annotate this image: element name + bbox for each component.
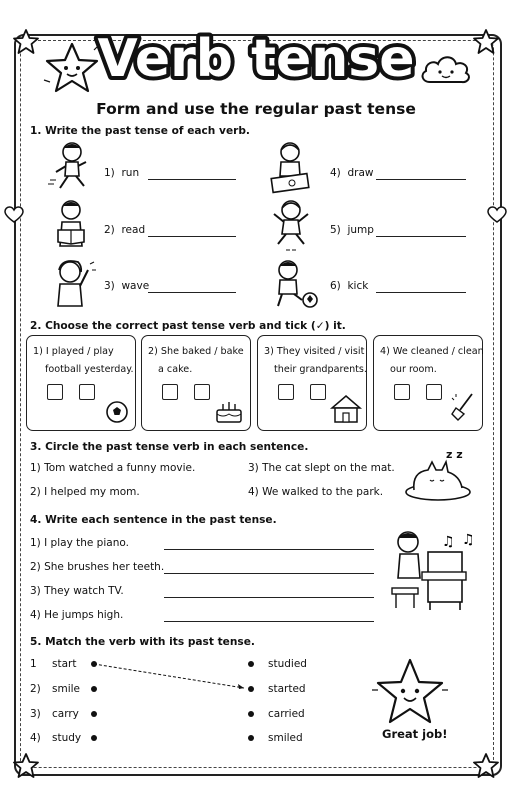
verb-label: wave (121, 280, 150, 292)
verb-item-4 (330, 167, 373, 179)
waving-girl-icon (48, 258, 98, 310)
sentence-item: 2) She brushes her teeth. (30, 561, 165, 573)
svg-text:♫: ♫ (442, 534, 455, 550)
verb-label: jump (347, 224, 374, 236)
running-kid-icon (48, 140, 94, 192)
sentence-item: 4) We walked to the park. (248, 486, 384, 498)
choice-box-1 (26, 335, 136, 431)
choice-box-3 (257, 335, 367, 431)
choice-box-2 (141, 335, 251, 431)
sentence-item: 3) They watch TV. (30, 585, 124, 597)
match-dot[interactable] (248, 735, 254, 741)
match-right-word: carried (268, 708, 305, 720)
broom-icon (450, 392, 476, 422)
tick-box[interactable] (310, 384, 326, 400)
item-number: 5) (330, 224, 341, 236)
verb-item-5 (330, 224, 374, 236)
item-number: 2) (104, 224, 115, 236)
tick-box[interactable] (162, 384, 178, 400)
sentence-item: 4) He jumps high. (30, 609, 124, 621)
answer-line[interactable] (164, 597, 374, 598)
verb-label: read (121, 224, 146, 236)
answer-line[interactable] (376, 179, 466, 180)
match-dot[interactable] (91, 735, 97, 741)
choice-line-2: a cake. (158, 364, 193, 375)
birthday-cake-icon (214, 396, 244, 424)
choice-box-4 (373, 335, 483, 431)
answer-line[interactable] (376, 236, 466, 237)
verb-label: draw (347, 167, 374, 179)
tick-box[interactable] (278, 384, 294, 400)
sentence-item: 1) I play the piano. (30, 537, 129, 549)
section-3-heading: 3. Circle the past tense verb in each sentence. (30, 441, 309, 453)
match-left-number: 3) (30, 708, 41, 720)
house-icon (330, 394, 362, 424)
sentence-item: 1) Tom watched a funny movie. (30, 462, 196, 474)
item-number: 3) (104, 280, 115, 292)
match-dot[interactable] (248, 711, 254, 717)
answer-line[interactable] (376, 292, 466, 293)
sleeping-cat-icon (402, 452, 482, 504)
verb-label: run (121, 167, 140, 179)
answer-line[interactable] (164, 573, 374, 574)
answer-line[interactable] (164, 621, 374, 622)
answer-line[interactable] (148, 292, 236, 293)
answer-line[interactable] (148, 236, 236, 237)
star-icon (12, 28, 40, 56)
match-right-word: studied (268, 658, 307, 670)
sentence-item: 3) The cat slept on the mat. (248, 462, 395, 474)
verb-item-1 (104, 167, 139, 179)
smiling-cloud-icon (420, 52, 472, 84)
star-icon (12, 752, 40, 780)
sleep-zz-text: z z (446, 448, 463, 461)
sentence-item: 2) I helped my mom. (30, 486, 140, 498)
piano-boy-icon (384, 528, 480, 614)
heart-icon (5, 207, 23, 223)
choice-line-2: football yesterday. (45, 364, 134, 375)
match-right-word: smiled (268, 732, 303, 744)
match-left-number: 4) (30, 732, 41, 744)
great-job-text: Great job! (382, 727, 448, 741)
example-match-line (94, 660, 254, 692)
match-left-number: 2) (30, 683, 41, 695)
page-title (96, 22, 416, 92)
soccer-ball-icon (105, 400, 129, 424)
heart-icon (488, 207, 506, 223)
section-1-heading: 1. Write the past tense of each verb. (30, 125, 250, 137)
tick-box[interactable] (194, 384, 210, 400)
tick-box[interactable] (426, 384, 442, 400)
verb-label: kick (347, 280, 369, 292)
section-5-heading: 5. Match the verb with its past tense. (30, 636, 255, 648)
svg-text:Verb tense: Verb tense (97, 29, 415, 89)
match-left-word: carry (52, 708, 79, 720)
tick-box[interactable] (394, 384, 410, 400)
item-number: 1) (104, 167, 115, 179)
tick-box[interactable] (47, 384, 63, 400)
answer-line[interactable] (164, 549, 374, 550)
item-number: 4) (330, 167, 341, 179)
tick-box[interactable] (79, 384, 95, 400)
choice-line-1: 2) She baked / bake (148, 346, 244, 357)
answer-line[interactable] (148, 179, 236, 180)
match-left-word: smile (52, 683, 80, 695)
item-number: 6) (330, 280, 341, 292)
verb-item-2 (104, 224, 145, 236)
choice-line-1: 1) I played / play (33, 346, 114, 357)
choice-line-1: 3) They visited / visit (264, 346, 365, 357)
svg-text:♫: ♫ (462, 532, 475, 548)
kicking-boy-icon (268, 258, 320, 310)
match-left-word: study (52, 732, 82, 744)
verb-item-3 (104, 280, 149, 292)
choice-line-2: their grandparents. (274, 364, 367, 375)
match-right-word: started (268, 683, 306, 695)
star-icon (472, 752, 500, 780)
star-icon (472, 28, 500, 56)
choice-line-2: our room. (390, 364, 437, 375)
verb-item-6 (330, 280, 368, 292)
jumping-girl-icon (268, 198, 314, 254)
reading-kid-icon (48, 198, 94, 254)
section-2-heading: 2. Choose the correct past tense verb and tick (✓) it. (30, 320, 346, 332)
match-left-number: 1 (30, 658, 37, 670)
choice-line-1: 4) We cleaned / clean (380, 346, 484, 357)
smiling-star-icon (44, 42, 100, 94)
match-left-word: start (52, 658, 77, 670)
section-4-heading: 4. Write each sentence in the past tense. (30, 514, 277, 526)
smiling-star-icon (372, 656, 448, 726)
match-dot[interactable] (91, 711, 97, 717)
page-subtitle: Form and use the regular past tense (96, 100, 416, 118)
drawing-girl-icon (268, 140, 314, 192)
